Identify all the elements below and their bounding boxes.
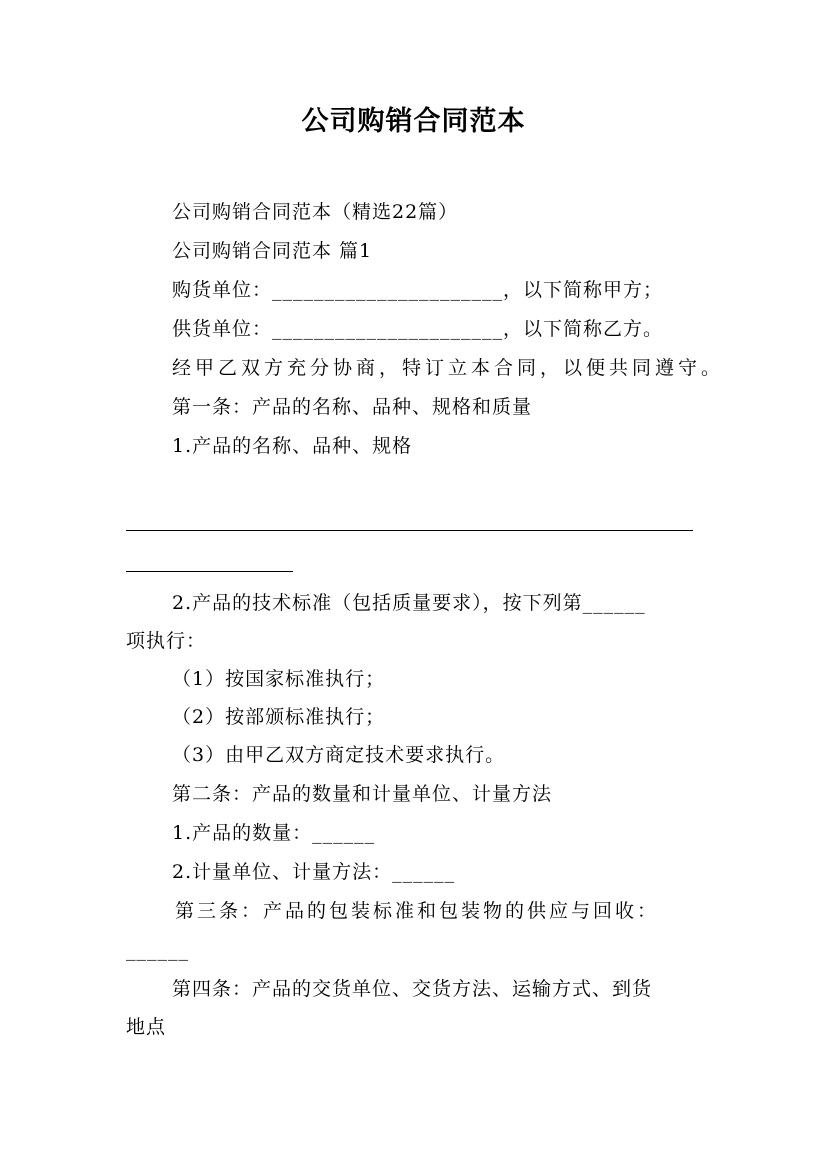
document-title: 公司购销合同范本 (301, 106, 526, 137)
article-3-blank: ______ (126, 939, 189, 961)
article-1-item-2: 2.产品的技术标准（包括质量要求），按下列第______ (172, 592, 646, 614)
buyer-line: 购货单位：______________________，以下简称甲方； (172, 279, 664, 301)
blank-rule-short (126, 571, 293, 572)
article-2-item-1: 1.产品的数量：______ (172, 822, 376, 844)
blank-rule-long (126, 530, 693, 531)
article-3-heading: 第三条：产品的包装标准和包装物的供应与回收： (175, 900, 660, 922)
article-1-item-1: 1.产品的名称、品种、规格 (172, 435, 413, 457)
article-1-item-2-continued: 项执行： (126, 630, 207, 652)
agreement-line: 经甲乙双方充分协商，特订立本合同，以便共同遵守。 (172, 357, 725, 379)
article-2-heading: 第二条：产品的数量和计量单位、计量方法 (172, 783, 553, 805)
article-4-heading: 第四条：产品的交货单位、交货方法、运输方式、到货 (172, 978, 653, 1000)
article-1-heading: 第一条：产品的名称、品种、规格和质量 (172, 396, 533, 418)
supplier-line: 供货单位：______________________，以下简称乙方。 (172, 318, 664, 340)
section-heading-line: 公司购销合同范本 篇1 (172, 240, 373, 262)
option-3-line: （3）由甲乙双方商定技术要求执行。 (172, 744, 506, 766)
subtitle-line: 公司购销合同范本（精选22篇） (172, 201, 459, 223)
article-4-heading-continued: 地点 (126, 1016, 167, 1038)
article-2-item-2: 2.计量单位、计量方法：______ (172, 861, 456, 883)
option-2-line: （2）按部颁标准执行； (172, 706, 386, 728)
option-1-line: （1）按国家标准执行； (172, 668, 386, 690)
